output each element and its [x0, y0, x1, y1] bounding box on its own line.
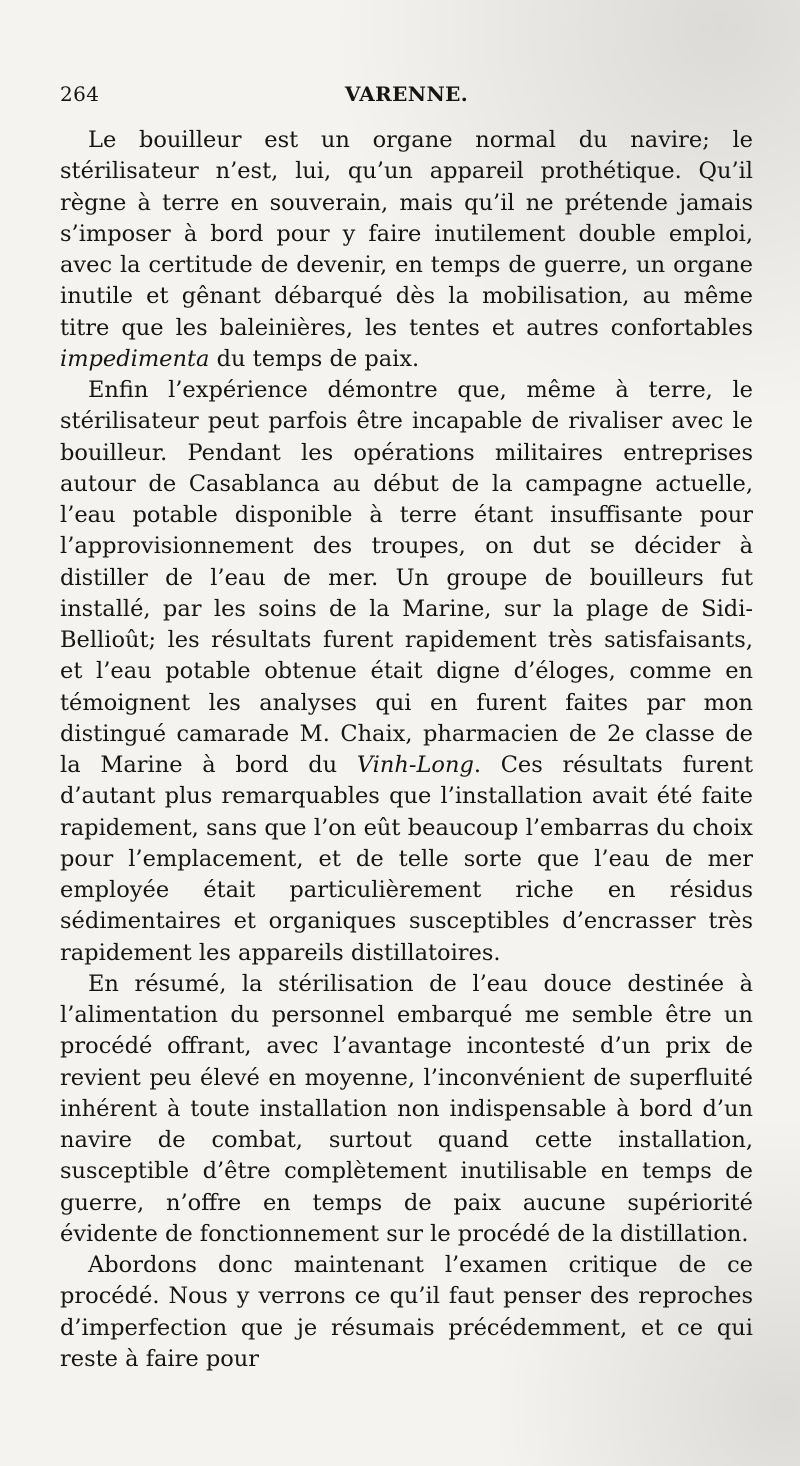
page-header — [60, 82, 753, 112]
paragraph-2-text-a: Enfin l’expérience démontre que, même à terre, le stérilisateur peut parfois être incapable de rivaliser avec le bouilleur. Pendant les opérations militaires entreprises autour de Casablanca au début de la campagne actuelle, l’eau potable disponible à terre étant insuffisante pour l’approvisionnement des troupes, on dut se décider à distiller de l’eau de mer. Un groupe de bouilleurs fut installé, par les soins de la Marine, sur la plage de Sidi-Bellioût; les résultats furent rapidement très satisfaisants, et l’eau potable obtenue était digne d’éloges, comme en témoignent les analyses qui en furent faites par mon distingué camarade M. Chaix, pharmacien de 2e classe de la Marine à bord du — [60, 377, 753, 778]
paragraph-sterilisateur-organe — [60, 125, 753, 375]
paragraph-examen-critique — [60, 1250, 753, 1375]
page-number: 264 — [60, 82, 100, 106]
paragraph-4-text: Abordons donc maintenant l’examen critique de ce procédé. Nous y verrons ce qu’il faut penser des reproches d’imperfection que je résumais précédemment, et ce qui reste à faire pour — [60, 1252, 753, 1372]
paragraph-3-text: En résumé, la stérilisation de l’eau douce destinée à l’alimentation du personnel embarqué me semble être un procédé offrant, avec l’avantage incontesté d’un prix de revient peu élevé en moyenne, l’inconvénient de superfluité inhérent à toute installation non indispensable à bord d’un navire de combat, surtout quand cette installation, susceptible d’être complètement inutilisable en temps de guerre, n’offre en temps de paix aucune supériorité évidente de fonctionnement sur le procédé de la distillation. — [60, 970, 753, 1247]
paragraph-experience-casablanca — [60, 375, 753, 969]
running-head: VARENNE. — [344, 82, 469, 106]
body-text — [60, 125, 753, 1375]
paragraph-1-text-a: Le bouilleur est un organe normal du navire; le stérilisateur n’est, lui, qu’un appareil prothétique. Qu’il règne à terre en souverain, mais qu’il ne prétende jamais s’imposer à bord pour y faire inutilement double emploi, avec la certitude de devenir, en temps de guerre, un organe inutile et gênant débarqué dès la mobilisation, au même titre que les baleinières, les tentes et autres confortables — [60, 127, 753, 341]
paragraph-resume — [60, 969, 753, 1250]
italic-ship-name-vinh-long: Vinh-Long — [356, 752, 474, 778]
paragraph-1-text-b: du temps de paix. — [209, 345, 420, 372]
paragraph-2-text-b: . Ces résultats furent d’autant plus remarquables que l’installation avait été faite rapidement, sans que l’on eût beaucoup l’embarras du choix pour l’emplacement, et de telle sorte que l’eau de mer employée était particulièrement riche en résidus sédimentaires et organiques susceptibles d’encrasser très rapidement les appareils distillatoires. — [60, 752, 753, 966]
italic-term-impedimenta: impedimenta — [60, 345, 210, 372]
